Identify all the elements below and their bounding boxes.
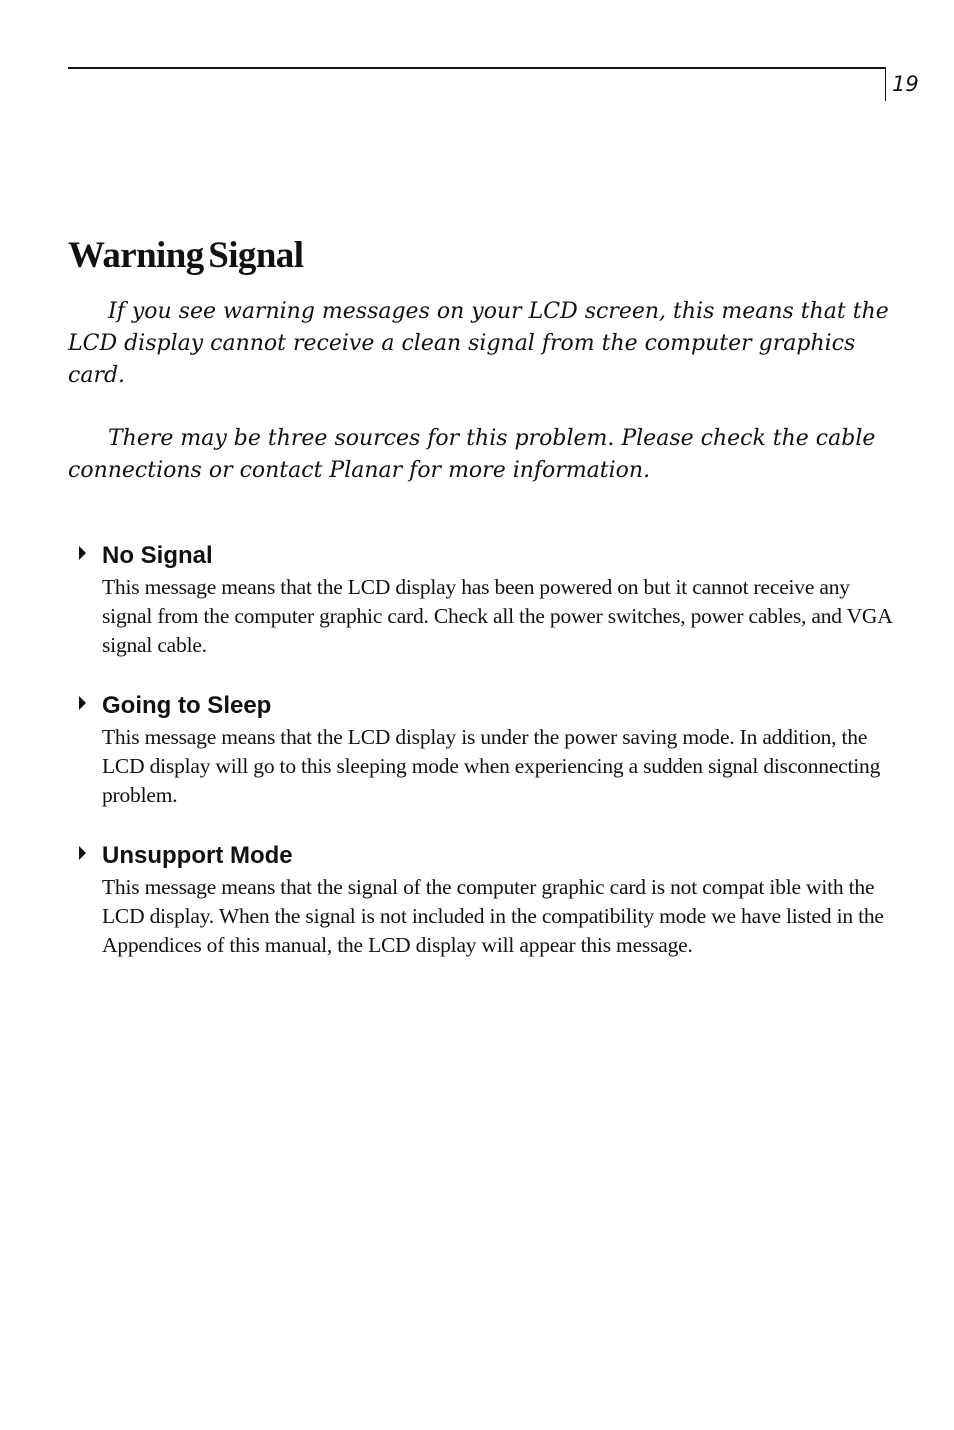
section-heading: Unsupport Mode (102, 842, 293, 869)
intro-paragraph: There may be three sources for this problem. Please check the cable connections or contact Planar for more information. (68, 426, 876, 483)
section-body: This message means that the LCD display has been powered on but it cannot receive any signal from the computer graphic card. Check all the power switches, power cables, and VGA signal cable. (102, 575, 892, 657)
triangle-right-icon (79, 696, 86, 710)
section-body: This message means that the signal of the computer graphic card is not compat ible with the LCD display. When the signal is not included in the compatibility mode we have listed in the Appendices of this manual, the LCD display will appear this message. (102, 875, 884, 957)
section-heading: No Signal (102, 542, 213, 569)
page-number: 19 (892, 72, 919, 96)
triangle-right-icon (79, 846, 86, 860)
intro-paragraph: If you see warning messages on your LCD screen, this means that the LCD display cannot receive a clean signal from the computer graphics card. (68, 299, 889, 388)
section-heading: Going to Sleep (102, 692, 272, 719)
header-divider (885, 67, 886, 101)
header-rule (68, 67, 886, 69)
triangle-right-icon (79, 546, 86, 560)
page-title: Warning Signal (68, 235, 304, 276)
section-body: This message means that the LCD display is under the power saving mode. In addition, the LCD display will go to this sleeping mode when experiencing a sudden signal disconnecting problem. (102, 725, 881, 807)
